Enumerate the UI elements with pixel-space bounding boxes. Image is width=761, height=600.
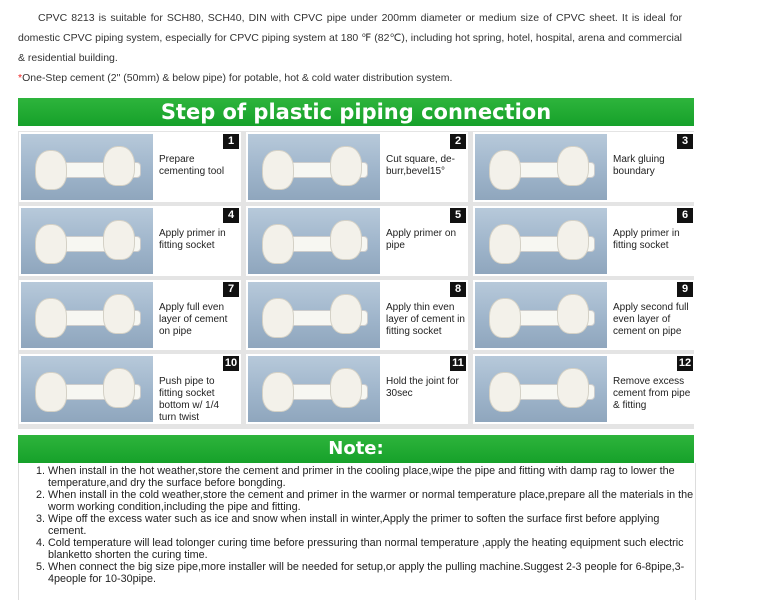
asterisk: *	[18, 72, 23, 84]
step-photo	[475, 282, 607, 348]
glove-hand-illustration	[489, 372, 521, 412]
step-photo	[21, 134, 153, 200]
step-number: 2	[450, 134, 466, 149]
step-card	[473, 280, 695, 350]
step-photo	[248, 134, 380, 200]
step-number: 6	[677, 208, 693, 223]
glove-hand-illustration	[262, 298, 294, 338]
glove-hand-illustration	[557, 146, 589, 186]
steps-grid	[18, 131, 694, 429]
step-caption: Mark gluing boundary	[613, 154, 665, 177]
step-card	[473, 206, 695, 276]
step-number: 11	[450, 356, 466, 371]
notes-list	[19, 465, 695, 585]
step-number: 1	[223, 134, 239, 149]
step-caption: Push pipe to fitting socket bottom w/ 1/4 turn twist	[159, 376, 220, 423]
step-caption: Hold the joint for 30sec	[386, 376, 459, 399]
glove-hand-illustration	[557, 368, 589, 408]
step-photo	[475, 134, 607, 200]
glove-hand-illustration	[489, 224, 521, 264]
note-banner: Note:	[18, 435, 694, 463]
step-card	[19, 206, 241, 276]
note-item: 1. When install in the hot weather,store the cement and primer in the cooling place,wipe the pipe and fitting with damp rag to lower the temperature,and dry the surface before bongding.	[48, 465, 695, 489]
step-number: 7	[223, 282, 239, 297]
step-number: 12	[678, 357, 692, 369]
step-photo	[248, 356, 380, 422]
notes-box	[18, 463, 696, 600]
glove-hand-illustration	[330, 294, 362, 334]
note-item: 4. Cold temperature will lead tolonger curing time before pressuring than normal temperature ,apply the heating equipment such electric blanketto shorten the curing time.	[48, 537, 695, 561]
step-photo	[21, 208, 153, 274]
step-card	[19, 280, 241, 350]
glove-hand-illustration	[489, 150, 521, 190]
step-card	[246, 132, 468, 202]
one-step-text: One-Step cement (2" (50mm) & below pipe) for potable, hot & cold water distribution system.	[22, 72, 453, 84]
step-card	[19, 354, 241, 424]
step-caption: Apply primer in fitting socket	[159, 228, 226, 251]
glove-hand-illustration	[262, 372, 294, 412]
glove-hand-illustration	[103, 368, 135, 408]
step-card	[246, 280, 468, 350]
step-photo	[248, 208, 380, 274]
step-caption: Prepare cementing tool	[159, 154, 225, 177]
glove-hand-illustration	[489, 298, 521, 338]
glove-hand-illustration	[35, 298, 67, 338]
note-item: 5. When connect the big size pipe,more installer will be needed for setup,or apply the pulling machine.Suggest 2-3 people for 6-8pipe,3-4people for 10-30pipe.	[48, 561, 695, 585]
note-item: 2. When install in the cold weather,store the cement and primer in the warmer or normal temperature place,prepare all the materials in the worm working condition,including the pipe and fitting.	[48, 489, 695, 513]
step-caption: Apply full even layer of cement on pipe	[159, 302, 228, 337]
step-number: 8	[450, 282, 466, 297]
step-number: 10	[224, 357, 238, 369]
glove-hand-illustration	[262, 150, 294, 190]
step-caption: Apply second full even layer of cement on pipe	[613, 302, 689, 337]
step-caption: Apply primer in fitting socket	[613, 228, 680, 251]
step-card	[473, 354, 695, 424]
step-photo	[21, 356, 153, 422]
glove-hand-illustration	[262, 224, 294, 264]
glove-hand-illustration	[330, 220, 362, 260]
step-card	[19, 132, 241, 202]
glove-hand-illustration	[103, 220, 135, 260]
glove-hand-illustration	[35, 150, 67, 190]
step-caption: Cut square, de-burr,bevel15°	[386, 154, 455, 177]
step-photo	[475, 208, 607, 274]
step-number: 5	[450, 208, 466, 223]
step-card	[246, 354, 468, 424]
note-item: 3. Wipe off the excess water such as ice and snow when install in winter,Apply the primer to soften the surface first before applying cement.	[48, 513, 695, 537]
glove-hand-illustration	[557, 220, 589, 260]
intro-text	[18, 8, 682, 88]
step-number: 9	[677, 282, 693, 297]
glove-hand-illustration	[35, 372, 67, 412]
step-card	[246, 206, 468, 276]
steps-banner: Step of plastic piping connection	[18, 98, 694, 126]
step-photo	[21, 282, 153, 348]
step-number: 4	[223, 208, 239, 223]
glove-hand-illustration	[103, 146, 135, 186]
step-number: 3	[677, 134, 693, 149]
glove-hand-illustration	[330, 368, 362, 408]
one-step-note	[18, 68, 682, 88]
step-caption: Apply thin even layer of cement in fitting socket	[386, 302, 465, 337]
glove-hand-illustration	[557, 294, 589, 334]
glove-hand-illustration	[330, 146, 362, 186]
step-card	[473, 132, 695, 202]
glove-hand-illustration	[103, 294, 135, 334]
step-photo	[475, 356, 607, 422]
intro-paragraph: CPVC 8213 is suitable for SCH80, SCH40, DIN with CPVC pipe under 200mm diameter or medium size of CPVC sheet. It is ideal for domestic CPVC piping system, especially for CPVC piping system at 180 ℉ (82℃), including hot spring, hotel, hospital, arena and commercial & residential building.	[18, 12, 682, 64]
step-caption: Remove excess cement from pipe & fitting	[613, 376, 691, 411]
glove-hand-illustration	[35, 224, 67, 264]
step-photo	[248, 282, 380, 348]
step-caption: Apply primer on pipe	[386, 228, 457, 251]
